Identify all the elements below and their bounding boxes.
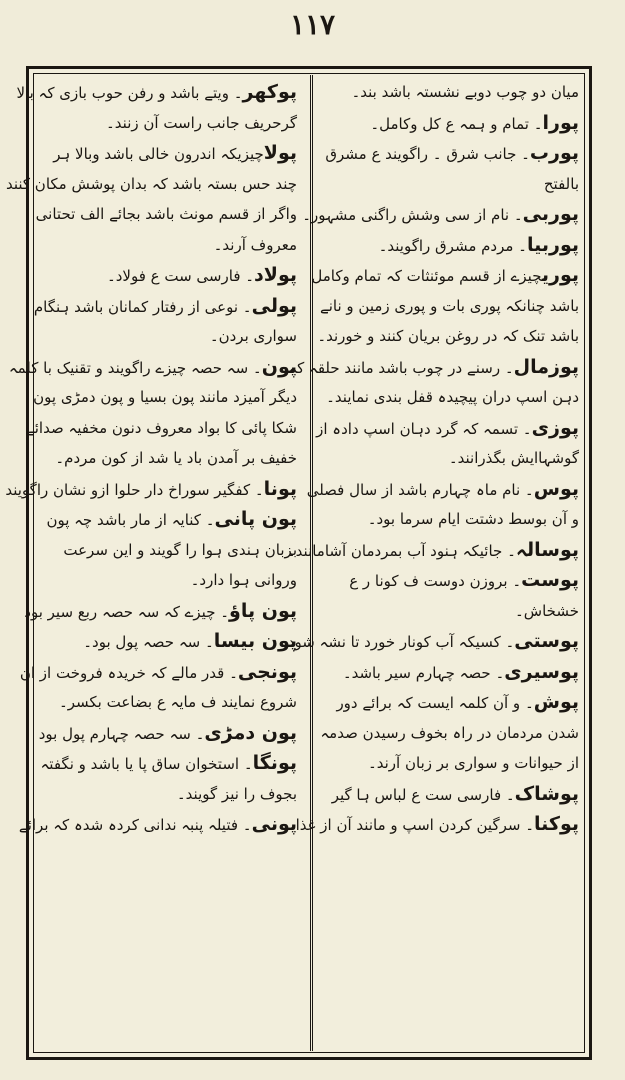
definition-text: ۔ سہ حصہ چہارم پول بود: [38, 724, 205, 743]
headword: پوربیا: [526, 233, 579, 256]
text-line: [39, 565, 297, 596]
left-column: [5, 77, 297, 1049]
text-line: [39, 108, 297, 139]
text-line: [19, 657, 297, 688]
definition-text: ۔ جائیکہ ہنود آب بمردمان آشامانند۔: [286, 541, 516, 560]
definition-text: چند حس بستہ باشد کہ بدان پوشش مکان کنند: [5, 174, 297, 193]
text-line: [33, 291, 297, 322]
text-line: [5, 169, 297, 200]
definition-text: میان دو چوب دوبے نشستہ باشد بند۔: [351, 83, 579, 101]
definition-text: شدن مردمان در راہ بخوف رسیدن صدمہ: [320, 723, 579, 742]
definition-text: ۔ کنایہ از مار باشد چہ پون: [46, 511, 215, 529]
headword: پوش: [533, 691, 579, 713]
text-line: [39, 443, 297, 474]
definition-text: ۔ فارسی ست ع لباس ہا گیر: [331, 785, 515, 804]
definition-text: ۔ نام از سی وشش راگنی مشہور۔: [302, 206, 523, 224]
text-line: [319, 108, 579, 139]
headword: پون پاؤ: [229, 599, 297, 622]
text-line: [39, 321, 297, 352]
definition-text: ۔ سہ حصہ پول بود۔: [83, 633, 214, 651]
definition-text: سواری بردن۔: [209, 327, 297, 345]
text-line: [319, 748, 579, 779]
headword: پونی: [251, 813, 297, 835]
text-line: [302, 199, 579, 230]
definition-text: ۔ چیزے کہ سہ حصہ ربع سیر بود: [24, 602, 230, 621]
definition-text: ۔ سہ حصہ چیزے راگویند و تقنیک با کلمہ: [8, 358, 262, 377]
text-line: [39, 138, 297, 169]
text-line: [319, 687, 579, 718]
headword: پوکنا: [534, 813, 579, 835]
definition-text: گرحریف جانب راست آن زنند۔: [106, 113, 297, 132]
text-line: [319, 779, 579, 810]
definition-text: بزبان ہندی ہوا را گویند و این سرعت: [63, 540, 297, 559]
definition-text: باشد تنک کہ در روغن بریان کنند و خورند۔: [317, 327, 579, 345]
headword: پوزی: [531, 416, 579, 439]
text-line: [319, 504, 579, 535]
text-line: [39, 260, 297, 291]
text-line: [306, 474, 579, 505]
text-line: [319, 138, 579, 169]
definition-text: ۔ مردم مشرق راگویند۔: [378, 236, 527, 255]
text-line: [286, 535, 579, 566]
definition-text: ۔ قدر مالے کہ خریدہ فروخت از ان: [19, 663, 238, 682]
definition-text: ۔ کسیکہ آب کونار خورد تا نشہ شود۔: [279, 633, 515, 651]
text-line: [319, 291, 579, 322]
headword: پوری: [541, 264, 579, 286]
definition-text: ۔ رسنے در چوب باشد مانند حلقہ کہ: [288, 358, 514, 377]
headword: پورا: [542, 111, 579, 134]
headword: پوکھر: [242, 81, 297, 103]
headword: پوشاک: [514, 782, 579, 805]
headword: پون بیسا: [213, 630, 297, 652]
definition-text: شکا پائی کا بواد معروف دنون مخفیہ صدائے: [25, 418, 297, 437]
headword: پوربی: [522, 203, 579, 225]
headword: پونجی: [237, 660, 297, 683]
text-line: [18, 809, 297, 840]
headword: پوزمال: [513, 355, 579, 378]
definition-text: شروع نمایند ف مایہ ع بضاعت بکسر۔: [58, 693, 297, 711]
text-line: [295, 809, 579, 840]
definition-text: خفیف بر آمدن باد یا شد از کون مردم۔: [55, 449, 297, 467]
page-number: ١١٧: [289, 8, 336, 41]
text-line: [39, 718, 297, 749]
definition-text: ۔ حصہ چہارم سیر باشد۔: [342, 663, 505, 682]
headword: پونا: [263, 477, 297, 500]
text-line: [39, 626, 297, 657]
definition-text: ۔ کفگیر سوراخ دار حلوا ازو نشان راگویند: [5, 480, 264, 499]
definition-text: ۔ ویتے باشد و رفن حوب بازی کہ بالا: [16, 84, 243, 102]
definition-text: ۔ نوعی از رفتار کمانان باشد ہنگام: [33, 297, 252, 316]
text-line: [16, 77, 297, 108]
text-line: [319, 443, 579, 474]
definition-text: معروف آرند۔: [213, 235, 297, 254]
text-line: [319, 230, 579, 261]
text-line: [5, 474, 297, 505]
definition-text: گوشہاایش بگذرانند۔: [448, 449, 579, 467]
text-line: [33, 382, 297, 413]
definition-text: ۔ تسمہ کہ گرد دہان اسپ دادہ از: [316, 419, 532, 438]
text-line: [39, 230, 297, 261]
text-line: [39, 687, 297, 718]
text-line: [39, 779, 297, 810]
text-line: [279, 626, 579, 657]
text-line: [319, 565, 579, 596]
text-line: [319, 718, 579, 749]
text-line: [319, 657, 579, 688]
definition-text: ۔ نام ماہ چہارم باشد از سال فصلی: [306, 480, 534, 499]
text-line: [39, 504, 297, 535]
headword: پونگا: [252, 752, 297, 774]
definition-text: دہن اسپ دران پیچیدہ قفل بندی نمایند۔: [326, 388, 579, 406]
headword: پوست: [521, 569, 579, 591]
text-line: [316, 413, 579, 444]
definition-text: ۔ استخوان ساق پا یا باشد و نگفتہ: [40, 755, 253, 773]
text-line: [311, 260, 579, 291]
text-line: [319, 321, 579, 352]
definition-text: ۔ و آن کلمہ ایست کہ برائے دور: [336, 694, 534, 712]
headword: پوسالہ: [515, 538, 579, 561]
headword: پوستی: [514, 630, 579, 652]
definition-text: باشد چنانکہ پوری بات و پوری زمین و نانے: [319, 296, 579, 315]
headword: پون پانی: [214, 508, 297, 530]
definition-text: ۔ سرگین کردن اسپ و مانند آن از غذا: [295, 816, 534, 834]
definition-text: ۔ بروزن دوست ف کونا ر ع: [349, 572, 522, 590]
text-line: [39, 535, 297, 566]
definition-text: چیزیکہ اندرون خالی باشد وبالا ہر: [53, 145, 264, 163]
text-line: [8, 352, 297, 383]
text-line: [319, 169, 579, 200]
definition-text: بجوف را نیز گویند۔: [176, 784, 297, 803]
headword: پون: [261, 355, 297, 378]
definition-text: بالفتح: [543, 174, 579, 193]
definition-text: ۔ فارسی ست ع فولاد۔: [106, 267, 255, 285]
text-line: [24, 596, 297, 627]
definition-text: و آن بوسط دشتت ایام سرما بود۔: [367, 510, 579, 528]
headword: پولاد: [254, 264, 297, 286]
text-line: [35, 199, 297, 230]
headword: پولا: [263, 142, 297, 164]
definition-text: ۔ فتیلہ پنبہ ندانی کردہ شدہ کہ برائے: [18, 816, 252, 834]
definition-text: دیگر آمیزد مانند پون بسیا و پون دمڑی پون: [33, 388, 297, 406]
headword: پورب: [529, 142, 579, 164]
page-frame: [5, 66, 592, 1060]
definition-text: خشخاش۔: [514, 601, 579, 620]
definition-text: ۔ جانب شرق ۔ راگویند ع مشرق: [325, 145, 530, 163]
text-line: [288, 352, 579, 383]
definition-text: از حیوانات و سواری بر زبان آرند۔: [367, 754, 579, 772]
text-line: [319, 382, 579, 413]
text-line: [39, 748, 297, 779]
definition-text: وروانی ہوا دارد۔: [190, 571, 297, 589]
definition-text: چیزے از قسم موئنثات کہ تمام وکامل: [311, 267, 542, 285]
definition-text: ۔ تمام و ہمہ ع کل وکامل۔: [370, 114, 543, 133]
text-line: [319, 596, 579, 627]
definition-text: واگر از قسم مونث باشد بجائے الف تحتانی: [35, 205, 297, 223]
headword: پوسیری: [504, 660, 579, 683]
headword: پولی: [251, 294, 297, 317]
text-line: [25, 413, 297, 444]
text-line: [319, 77, 579, 108]
headword: پون دمڑی: [204, 721, 297, 744]
headword: پوس: [533, 477, 579, 500]
